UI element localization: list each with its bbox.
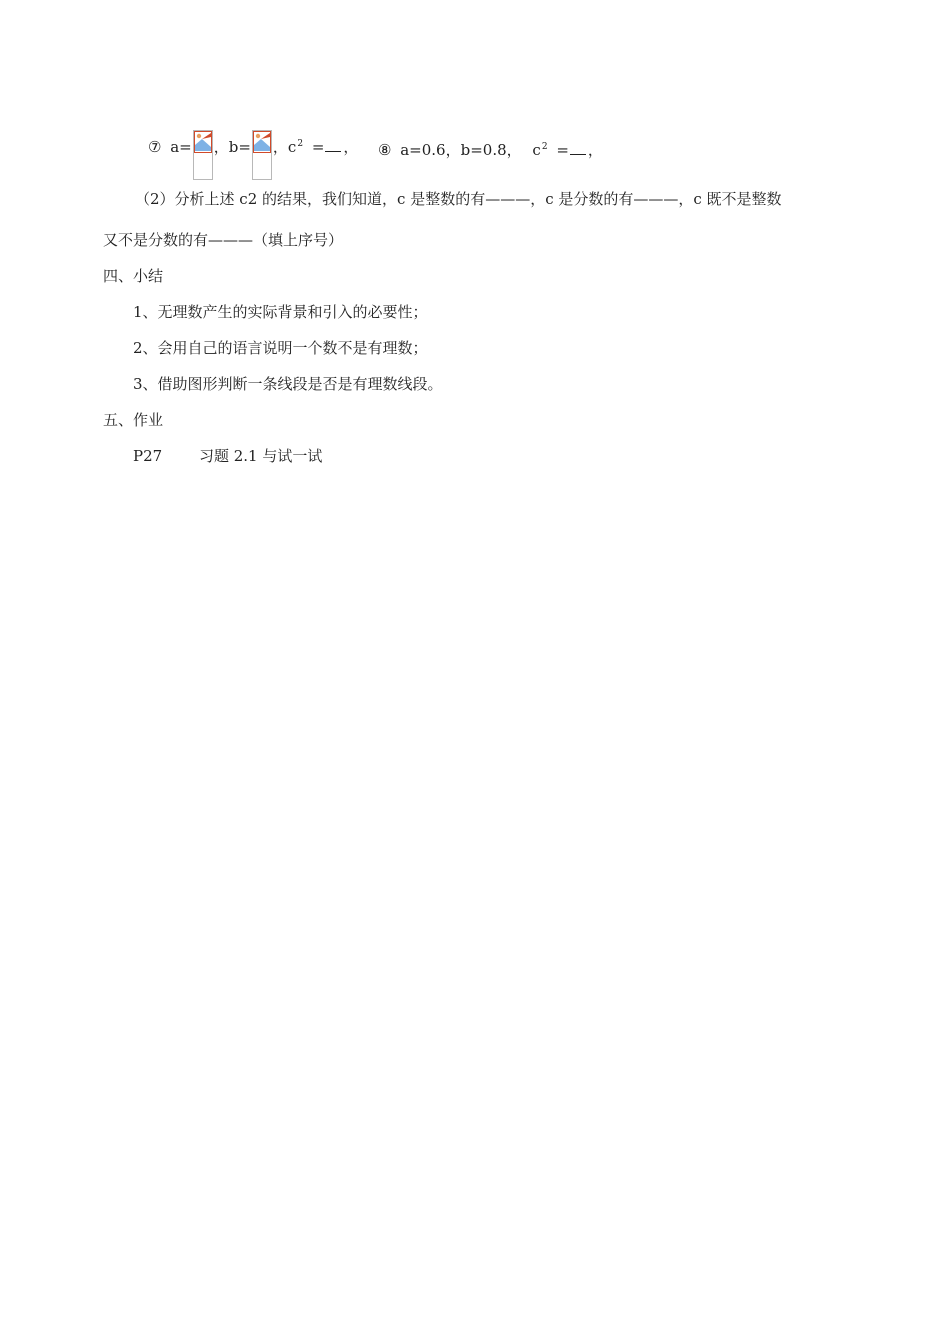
q2-line-2: 又不是分数的有———（填上序号） (103, 231, 344, 249)
summary-item-1: 1、无理数产生的实际背景和引入的必要性； (133, 303, 428, 321)
item-8-marker: ⑧ (378, 141, 392, 159)
item-8-c-label: c (532, 141, 541, 159)
item-8-c-exponent: 2 (541, 142, 548, 152)
item-8-answer-blank (570, 142, 586, 155)
item-8-equals: = (556, 141, 569, 159)
section-4-heading: 四、小结 (103, 267, 164, 285)
summary-item-3: 3、借助图形判断一条线段是否是有理数线段。 (133, 375, 443, 393)
homework-row (133, 446, 322, 466)
item-7-end: ， (343, 138, 359, 156)
item-7-a-label: a= (170, 138, 192, 156)
item-7-marker: ⑦ (148, 138, 162, 156)
item-8-end: ， (587, 141, 603, 159)
section-5-heading: 五、作业 (103, 411, 164, 429)
broken-image-icon (193, 130, 213, 180)
item-7-c-label: ，c (272, 138, 297, 156)
item-8-values: a=0.6，b=0.8， (400, 141, 522, 159)
item-7-b-label: ，b= (213, 138, 251, 156)
summary-item-2: 2、会用自己的语言说明一个数不是有理数； (133, 339, 428, 357)
item-7-equals: = (311, 138, 325, 156)
q2-line-1: （2）分析上述 c2 的结果，我们知道，c 是整数的有———，c 是分数的有———，c 既不是整数 (135, 190, 782, 208)
homework-page-ref: P27 (133, 447, 163, 465)
homework-task: 习题 2.1 与试一试 (198, 447, 323, 465)
item-7-row (148, 130, 358, 180)
item-7-answer-blank (325, 139, 341, 152)
broken-image-icon (252, 130, 272, 180)
item-7-c-exponent: 2 (297, 139, 304, 149)
item-8-row (378, 140, 603, 163)
